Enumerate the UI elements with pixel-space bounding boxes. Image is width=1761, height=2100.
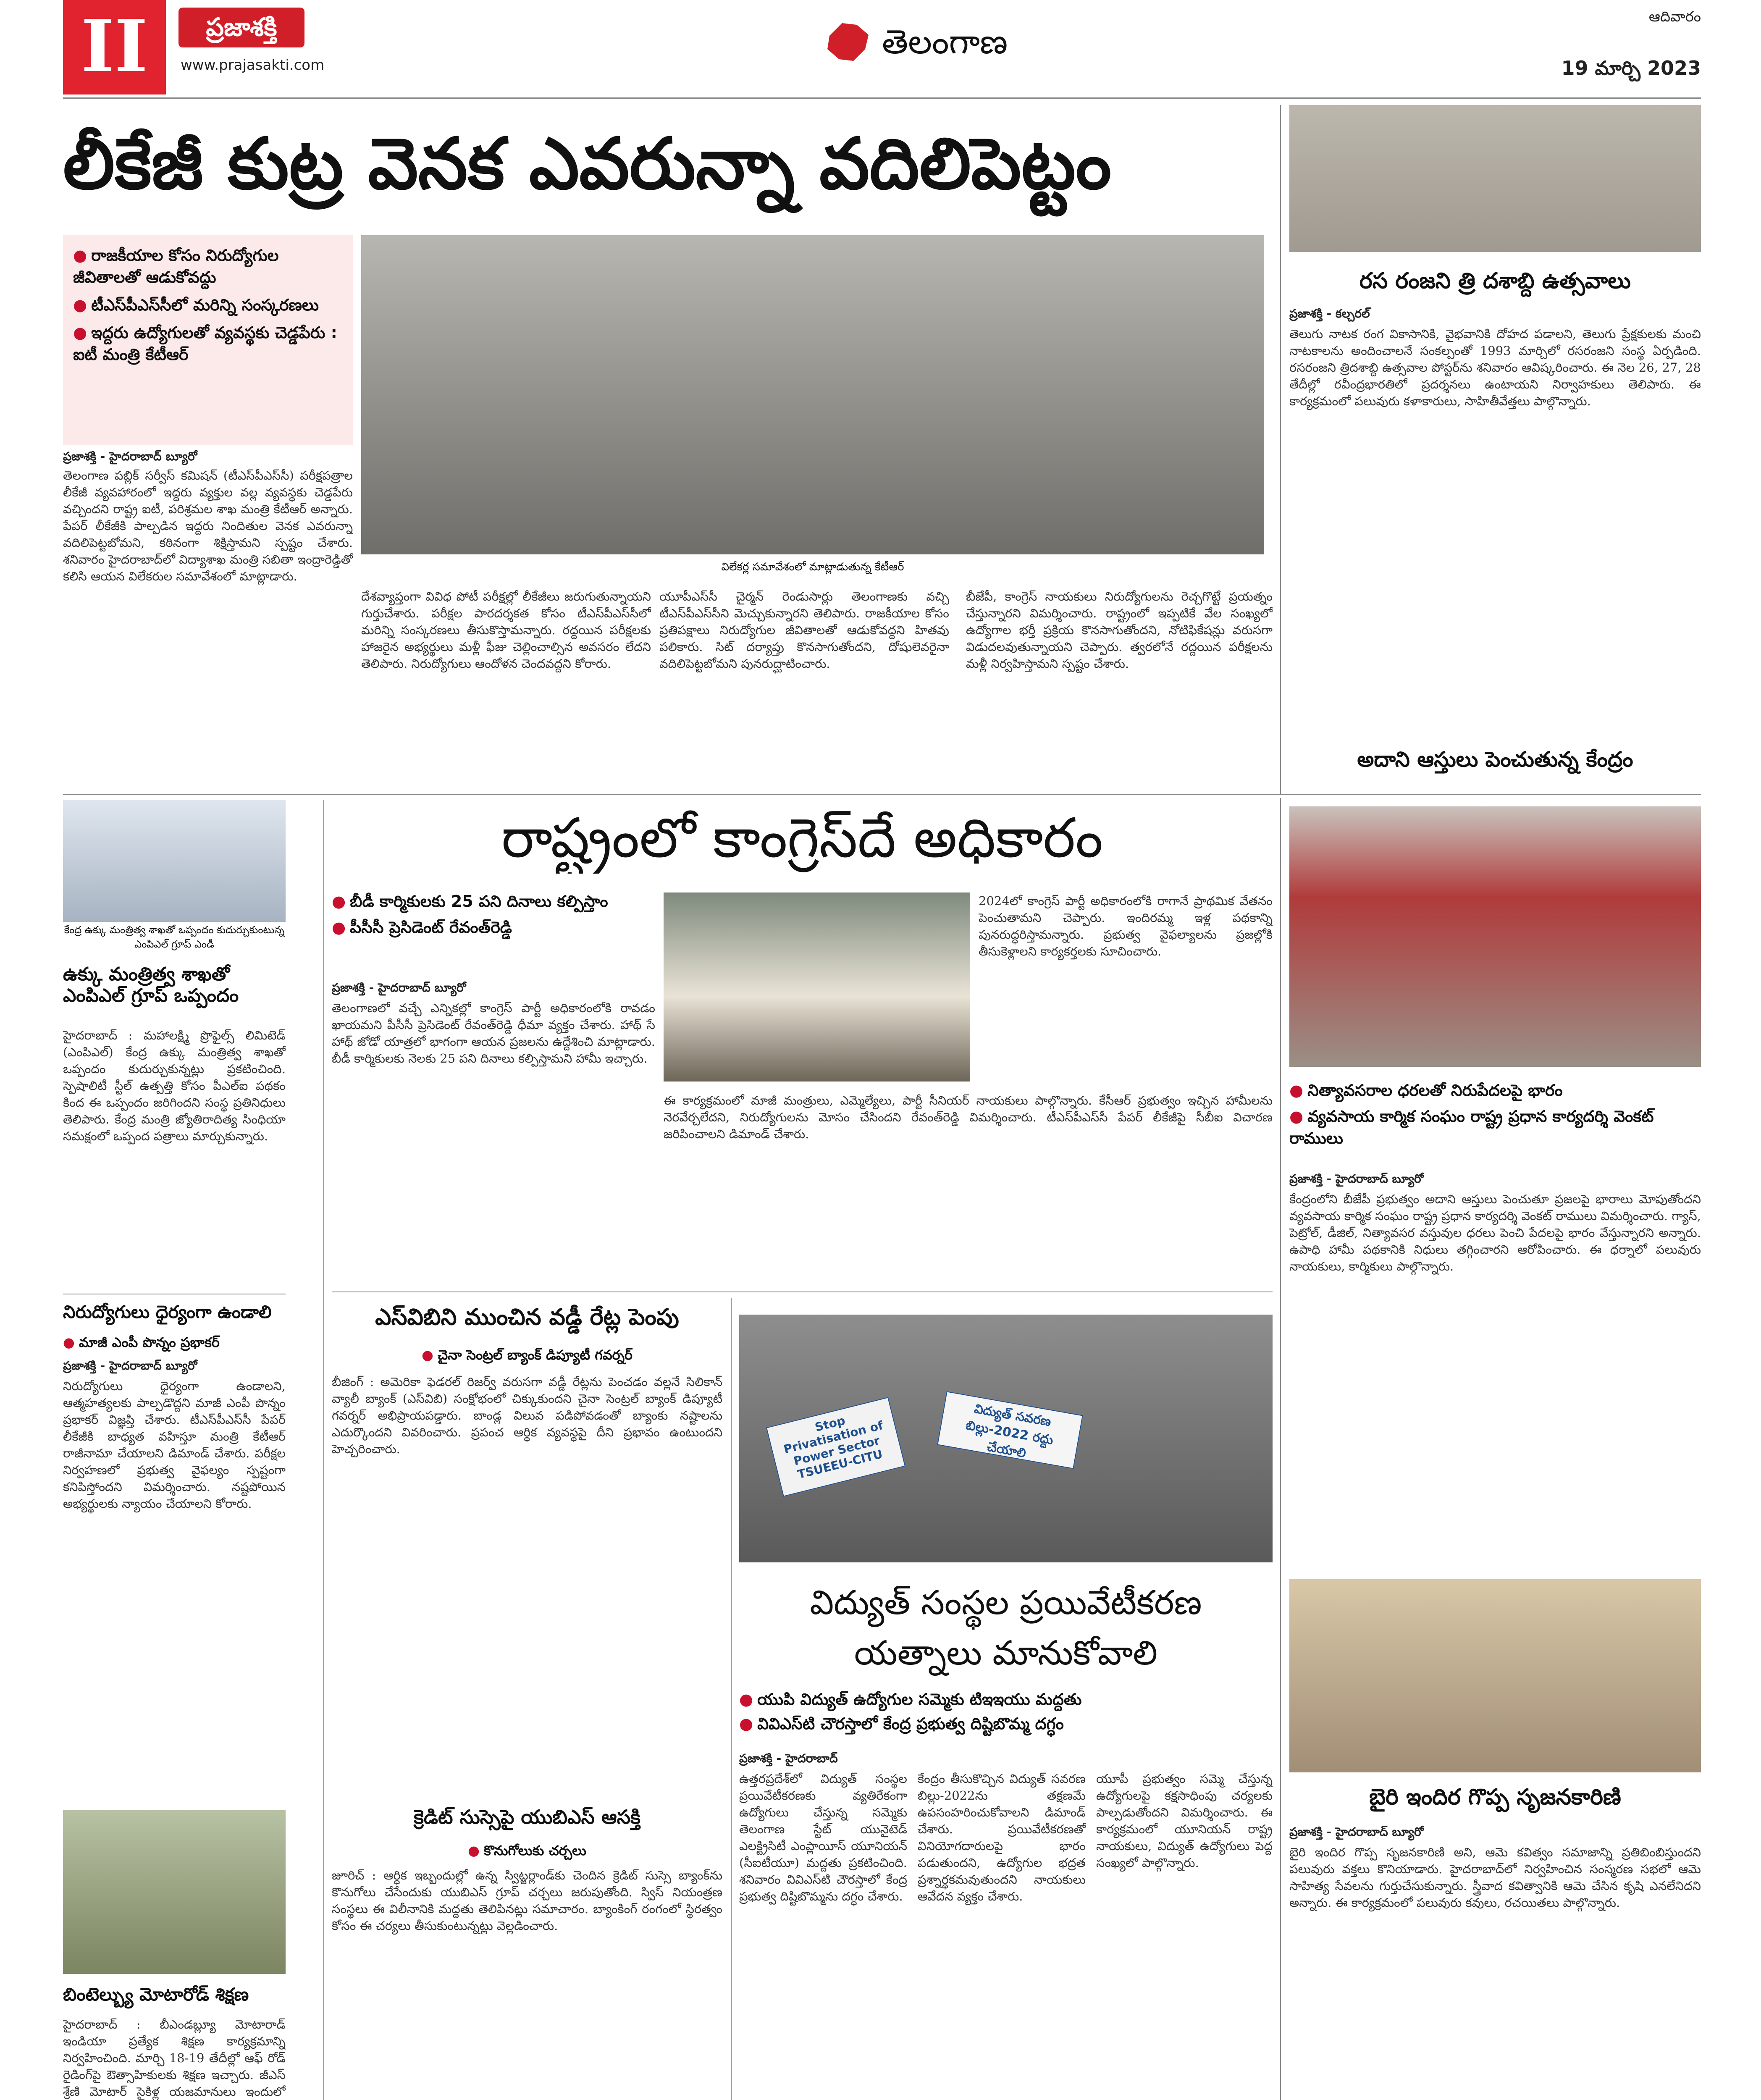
- column-divider: [1280, 105, 1281, 794]
- lead-highlights: [63, 235, 353, 445]
- lead-body-4: బీజేపీ, కాంగ్రెస్ నాయకులు నిరుద్యోగులను రెచ్చగొట్టే ప్రయత్నం చేస్తున్నారని విమర్శించారు. రాష్ట్రంలో ఇప్పటికే వేల సంఖ్యలో ఉద్యోగాల భర్తీ ప్రక్రియ కొనసాగుతోందని, నోటిఫికేషన్లు వరుసగా విడుదలవుతున్నాయని చెప్పారు. త్వరలోనే రద్దయిన పరీక్షలను మళ్లీ నిర్వహిస్తామని స్పష్టం చేశారు.: [966, 589, 1273, 671]
- steel-body: హైదరాబాద్ : మహాలక్ష్మి ప్రొఫైల్స్ లిమిటెడ్ (ఎంపిఎల్) కేంద్ర ఉక్కు మంత్రిత్వ శాఖతో ఒప్పందం కుదుర్చుకున్నట్లు ప్రకటించింది. స్పెషాలిటీ స్టీల్ ఉత్పత్తి కోసం పీఎల్ఐ పథకం కింద ఈ ఒప్పందం జరిగిందని సంస్థ ప్రతినిధులు తెలిపారు. కేంద్ర మంత్రి జ్యోతిరాదిత్య సింధియా సమక్షంలో ఒప్పంద పత్రాలు మార్చుకున్నారు.: [63, 1028, 286, 1143]
- svb-bullet: ● చైనా సెంట్రల్ బ్యాంక్ డిప్యూటీ గవర్నర్: [421, 1347, 633, 1363]
- page-numeral-box: [63, 0, 166, 94]
- congress-body-2: 2024లో కాంగ్రెస్ పార్టీ అధికారంలోకి రాగానే ప్రాథమిక వేతనం పెంచుతామని చెప్పారు. ఇందిరమ్మ ఇళ్ల పథకాన్ని పునరుద్ధరిస్తామన్నారు. ప్రభుత్వ వైఫల్యాలను ప్రజల్లోకి తీసుకెళ్లాలని కార్యకర్తలకు సూచించారు.: [979, 894, 1273, 958]
- bike-body: హైదరాబాద్ : బీఎండబ్ల్యూ మోటారాడ్ ఇండియా ప్రత్యేక శిక్షణ కార్యక్రమాన్ని నిర్వహించింది. మార్చి 18-19 తేదీల్లో ఆఫ్ రోడ్ రైడింగ్‌పై ఔత్సాహికులకు శిక్షణ ఇచ్చారు. జీఎస్ శ్రేణి మోటార్ సైకిళ్ల యజమానులు ఇందులో: [63, 2017, 286, 2099]
- weekday: ఆదివారం: [1648, 8, 1701, 25]
- adani-body: కేంద్రంలోని బీజేపీ ప్రభుత్వం అదాని ఆస్తులు పెంచుతూ ప్రజలపై భారాలు మోపుతోందని వ్యవసాయ కార్మిక సంఘం రాష్ట్ర ప్రధాన కార్యదర్శి వెంకట్ రాములు విమర్శించారు. గ్యాస్, పెట్రోల్, డీజిల్, నిత్యావసర వస్తువుల ధరలు పెంచి పేదలపై భారం వేస్తున్నారని అన్నారు. ఉపాధి హామీ పథకానికి నిధులు తగ్గించారని ఆరోపించారు. ఈ ధర్నాలో పలువురు నాయకులు, కార్మికులు పాల్గొన్నారు.: [1289, 1192, 1701, 1273]
- adani-byline: ప్రజాశక్తి - హైదరాబాద్ బ్యూరో: [1289, 1172, 1424, 1186]
- power-byline: ప్రజాశక్తి - హైదరాబాద్: [739, 1751, 838, 1765]
- ponnam-body: నిరుద్యోగులు ధైర్యంగా ఉండాలని, ఆత్మహత్యలకు పాల్పడొద్దని మాజీ ఎంపీ పొన్నం ప్రభాకర్ విజ్ఞప్తి చేశారు. టీఎస్‌పీఎస్‌సీ పేపర్ లీకేజీకి బాధ్యత వహిస్తూ మంత్రి కేటీఆర్ రాజీనామా చేయాలని డిమాండ్ చేశారు. పరీక్షల నిర్వహణలో ప్రభుత్వ వైఫల్యం స్పష్టంగా కనిపిస్తోందని విమర్శించారు. నష్టపోయిన అభ్యర్థులకు న్యాయం చేయాలని కోరారు.: [63, 1379, 286, 1511]
- adani-protest-photo: [1289, 806, 1701, 1067]
- congress-bullet-2: ● పీసీసీ ప్రెసిడెంట్ రేవంత్‌రెడ్డి: [332, 918, 512, 937]
- section-divider: [63, 794, 1701, 795]
- credit-headline: క్రెడిట్ సుస్సెపై యుబిఎస్ ఆసక్తి: [413, 1806, 640, 1828]
- lead-body-3: యూపీఎస్‌సీ చైర్మన్ రెండుసార్లు తెలంగాణకు వచ్చి టీఎస్‌పీఎస్‌సీని మెచ్చుకున్నారని తెలిపారు. రాజకీయాల కోసం ప్రతిపక్షాలు నిరుద్యోగుల జీవితాలతో ఆడుకోవద్దని హితవు పలికారు. సిట్ దర్యాప్తు కొనసాగుతోందని, దోషులెవరైనా వదిలిపెట్టబోమని పునరుద్ఘాటించారు.: [659, 589, 949, 671]
- lead-photo-caption: విలేకర్ల సమావేశంలో మాట్లాడుతున్న కేటీఆర్: [721, 561, 904, 573]
- section-title: తెలంగాణ: [882, 22, 1008, 61]
- congress-headline: రాష్ట్రంలో కాంగ్రెస్‌దే అధికారం: [501, 806, 1103, 870]
- credit-bullet: ● కొనుగోలుకు చర్చలు: [468, 1843, 586, 1858]
- lead-bullet-2: ● టీఎస్‌పీఎస్‌సీలో మరిన్ని సంస్కరణలు: [73, 296, 319, 314]
- brand-url: www.prajasakti.com: [181, 57, 325, 74]
- congress-body-1: తెలంగాణలో వచ్చే ఎన్నికల్లో కాంగ్రెస్ పార్టీ అధికారంలోకి రావడం ఖాయమని పీసీసీ ప్రెసిడెంట్ రేవంత్‌రెడ్డి ధీమా వ్యక్తం చేశారు. హాథ్ సే హాథ్ జోడో యాత్రలో భాగంగా ఆయన ప్రజలను ఉద్దేశించి మాట్లాడారు. బీడీ కార్మికులకు నెలకు 25 పని దినాలు కల్పిస్తామని హామీ ఇచ్చారు.: [332, 1001, 655, 1066]
- adani-bullet-1: ● నిత్యావసరాల ధరలతో నిరుపేదలపై భారం: [1289, 1081, 1563, 1100]
- lead-byline: ప్రజాశక్తి - హైదరాబాద్ బ్యూరో: [63, 449, 197, 463]
- congress-byline: ప్రజాశక్తి - హైదరాబాద్ బ్యూరో: [332, 981, 466, 995]
- bike-training-photo: [63, 1810, 286, 1974]
- bairi-byline: ప్రజాశక్తి - హైదరాబాద్ బ్యూరో: [1289, 1825, 1424, 1839]
- telangana-map-icon: [823, 19, 874, 65]
- bairi-indira-photo: [1289, 1579, 1701, 1772]
- page-numeral: II: [81, 4, 148, 88]
- steel-agreement-photo: [63, 800, 286, 922]
- placard-power-bill: విద్యుత్ సవరణ బిల్లు-2022 రద్దు చేయాలి: [937, 1391, 1083, 1469]
- placard-stop-privatisation: Stop Privatisation of Power Sector TSUEEU-CITU: [766, 1397, 905, 1497]
- congress-bullet-1: ● బీడీ కార్మికులకు 25 పని దినాలు కల్పిస్తాం: [332, 892, 608, 911]
- steel-photo-caption: కేంద్ర ఉక్కు మంత్రిత్వ శాఖతో ఒప్పందం కుదుర్చుకుంటున్న ఎంపిఎల్ గ్రూప్ ఎండీ: [64, 924, 285, 950]
- right-column-divider: [1280, 798, 1281, 2100]
- rasaranjani-byline: ప్రజాశక్తి - కల్చరల్: [1289, 307, 1370, 320]
- power-body-2: కేంద్రం తీసుకొచ్చిన విద్యుత్ సవరణ బిల్లు-2022ను తక్షణమే ఉపసంహరించుకోవాలని డిమాండ్ చేశారు. ప్రయివేటీకరణతో వినియోగదారులపై భారం పడుతుందని, ఉద్యోగుల భద్రత ప్రశ్నార్థకమవుతుందని నాయకులు ఆవేదన వ్యక్తం చేశారు.: [918, 1772, 1086, 1903]
- lead-bullet-1: ● రాజకీయాల కోసం నిరుద్యోగుల జీవితాలతో ఆడుకోవద్దు: [73, 246, 279, 286]
- power-body-3: యూపీ ప్రభుత్వం సమ్మె చేస్తున్న ఉద్యోగులపై కక్షసాధింపు చర్యలకు పాల్పడుతోందని విమర్శించారు. ఈ కార్యక్రమంలో యూనియన్ రాష్ట్ర నాయకులు, విద్యుత్ ఉద్యోగులు పెద్ద సంఖ్యలో పాల్గొన్నారు.: [1096, 1772, 1273, 1870]
- lead-headline: లీకేజీ కుట్ర వెనక ఎవరున్నా వదిలిపెట్టం: [63, 123, 1112, 205]
- ktr-press-meet-photo: [361, 235, 1264, 554]
- power-highlights: [739, 1688, 1273, 1743]
- power-headline-1: విద్యుత్ సంస్థల ప్రయివేటీకరణ: [810, 1583, 1202, 1622]
- left-column-divider: [323, 800, 324, 2100]
- congress-body-3: ఈ కార్యక్రమంలో మాజీ మంత్రులు, ఎమ్మెల్యేలు, పార్టీ సీనియర్ నాయకులు పాల్గొన్నారు. కేసీఆర్ ప్రభుత్వం ఇచ్చిన హామీలను నెరవేర్చలేదని, నిరుద్యోగులను మోసం చేసిందని రేవంత్‌రెడ్డి విమర్శించారు. టీఎస్‌పీఎస్‌సీ పేపర్ లీకేజీపై సీబీఐ విచారణ జరిపించాలని డిమాండ్ చేశారు.: [664, 1093, 1273, 1141]
- ponnam-byline: ప్రజాశక్తి - హైదరాబాద్ బ్యూరో: [63, 1359, 197, 1373]
- congress-highlights: [332, 890, 655, 974]
- adani-bullet-2: ● వ్యవసాయ కార్మిక సంఘం రాష్ట్ర ప్రధాన కార్యదర్శి వెంకట్ రాములు: [1289, 1107, 1654, 1147]
- power-bullet-1: ● యుపి విద్యుత్ ఉద్యోగుల సమ్మెకు టిఇఇయు మద్దతు: [739, 1690, 1082, 1709]
- bike-headline: బింటెల్బ్యు మోటారోడ్ శిక్షణ: [63, 1984, 249, 2005]
- brand-logo: ప్రజాశక్తి: [206, 13, 277, 42]
- lead-body-2: దేశవ్యాప్తంగా వివిధ పోటీ పరీక్షల్లో లీకేజీలు జరుగుతున్నాయని గుర్తుచేశారు. పరీక్షల పారదర్శకత కోసం టీఎస్‌పీఎస్‌సీలో మరిన్ని సంస్కరణలు తీసుకొస్తామన్నారు. రద్దయిన పరీక్షలకు హాజరైన అభ్యర్థులు మళ్లీ ఫీజు చెల్లించాల్సిన అవసరం లేదని తెలిపారు. నిరుద్యోగులు ఆందోళన చెందవద్దని కోరారు.: [361, 589, 651, 671]
- revanth-rally-photo: [664, 892, 970, 1082]
- date: 19 మార్చి 2023: [1561, 57, 1701, 79]
- bairi-body: బైరి ఇందిర గొప్ప సృజనకారిణి అని, ఆమె కవిత్వం సమాజాన్ని ప్రతిబింబిస్తుందని పలువురు వక్తలు కొనియాడారు. హైదరాబాద్‌లో నిర్వహించిన సంస్మరణ సభలో ఆమె సాహిత్య సేవలను గుర్తుచేసుకున్నారు. స్త్రీవాద కవిత్వానికి ఆమె చేసిన కృషి ఎనలేనిదని అన్నారు. ఈ కార్యక్రమంలో పలువురు కవులు, రచయితలు పాల్గొన్నారు.: [1289, 1845, 1701, 1910]
- svb-headline: ఎస్‌విబిని ముంచిన వడ్డీ రేట్ల పెంపు: [375, 1304, 679, 1330]
- svb-body: బీజింగ్ : అమెరికా ఫెడరల్ రిజర్వ్ వరుసగా వడ్డీ రేట్లను పెంచడం వల్లనే సిలికాన్ వ్యాలీ బ్యాంక్ (ఎస్‌విబి) సంక్షోభంలో చిక్కుకుందని చైనా సెంట్రల్ బ్యాంక్ డిప్యూటీ గవర్నర్ అభిప్రాయపడ్డారు. బాండ్ల విలువ పడిపోవడంతో బ్యాంకు నష్టాలను ఎదుర్కొందని వివరించారు. ప్రపంచ ఆర్థిక వ్యవస్థపై దీని ప్రభావం ఉంటుందని హెచ్చరించారు.: [332, 1375, 722, 1456]
- center-divider: [731, 1298, 732, 2100]
- power-bullet-2: ● వివిఎస్‌టి చౌరస్తాలో కేంద్ర ప్రభుత్వ దిష్టిబొమ్మ దగ్ధం: [739, 1714, 1064, 1733]
- rasaranjani-headline: రస రంజని త్రి దశాబ్ది ఉత్సవాలు: [1359, 269, 1631, 294]
- power-headline-2: యత్నాలు మానుకోవాలి: [854, 1634, 1158, 1672]
- power-body-1: ఉత్తరప్రదేశ్‌లో విద్యుత్ సంస్థల ప్రయివేటీకరణకు వ్యతిరేకంగా ఉద్యోగులు చేస్తున్న సమ్మెకు తెలంగాణ స్టేట్ యునైటెడ్ ఎలక్ట్రిసిటీ ఎంప్లాయీస్ యూనియన్ (సీఐటీయూ) మద్దతు ప్రకటించింది. శనివారం వివిఎస్‌టి చౌరస్తాలో కేంద్ర ప్రభుత్వ దిష్టిబొమ్మను దగ్ధం చేశారు.: [739, 1772, 907, 1903]
- lead-bullet-3: ● ఇద్దరు ఉద్యోగులతో వ్యవస్థకు చెడ్డపేరు : ఐటీ మంత్రి కేటీఆర్: [73, 323, 337, 364]
- adani-headline: అదాని ఆస్తులు పెంచుతున్న కేంద్రం: [1357, 748, 1633, 772]
- adani-highlights: [1289, 1079, 1701, 1155]
- rasaranjani-body: తెలుగు నాటక రంగ వికాసానికి, వైభవానికి దోహద పడాలని, తెలుగు ప్రేక్షకులకు మంచి నాటకాలను అందించాలనే సంకల్పంతో 1993 మార్చిలో రసరంజని సంస్థ ఏర్పడింది. రసరంజని త్రిదశాబ్ది ఉత్సవాల పోస్టర్‌ను శనివారం ఆవిష్కరించారు. ఈ నెల 26, 27, 28 తేదీల్లో రవీంద్రభారతిలో ప్రదర్శనలు ఉంటాయని నిర్వాహకులు తెలిపారు. ఈ కార్యక్రమంలో పలువురు కళాకారులు, సాహితీవేత్తలు పాల్గొన్నారు.: [1289, 327, 1701, 408]
- steel-headline: ఉక్కు మంత్రిత్వ శాఖతో ఎంపిఎల్ గ్రూప్ ఒప్పందం: [63, 964, 239, 1006]
- ponnam-bullet: ● మాజీ ఎంపీ పొన్నం ప్రభాకర్: [63, 1334, 220, 1350]
- brand-logo-box: [178, 8, 304, 47]
- credit-body: జూరిచ్ : ఆర్థిక ఇబ్బందుల్లో ఉన్న స్విట్జర్లాండ్‌కు చెందిన క్రెడిట్ సుస్సె బ్యాంక్‌ను కొనుగోలు చేసేందుకు యుబిఎస్ గ్రూప్ చర్చలు జరుపుతోంది. స్విస్ నియంత్రణ సంస్థలు ఈ విలీనానికి మద్దతు తెలిపినట్లు సమాచారం. బ్యాంకింగ్ రంగంలో స్థిరత్వం కోసం ఈ చర్యలు తీసుకుంటున్నట్లు వెల్లడించారు.: [332, 1868, 722, 1933]
- rasaranjani-photo: [1289, 105, 1701, 252]
- bairi-headline: బైరి ఇందిర గొప్ప సృజనకారిణి: [1369, 1785, 1621, 1810]
- lead-body-1: తెలంగాణ పబ్లిక్ సర్వీస్ కమిషన్ (టీఎస్‌పీఎస్‌సీ) పరీక్షపత్రాల లీకేజీ వ్యవహారంలో ఇద్దరు వ్యక్తుల వల్ల వ్యవస్థకు చెడ్డపేరు వచ్చిందని రాష్ట్ర ఐటీ, పరిశ్రమల శాఖ మంత్రి కేటీఆర్ అన్నారు. పేపర్ లీకేజీకి పాల్పడిన ఇద్దరు నిందితుల వెనక ఎవరున్నా వదిలిపెట్టబోమని, కఠినంగా శిక్షిస్తామని స్పష్టం చేశారు. శనివారం హైదరాబాద్‌లో విద్యాశాఖ మంత్రి సబితా ఇంద్రారెడ్డితో కలిసి ఆయన విలేకరుల సమావేశంలో మాట్లాడారు.: [63, 468, 353, 583]
- masthead-divider: [63, 97, 1701, 99]
- masthead: [0, 0, 1761, 94]
- ponnam-headline: నిరుద్యోగులు ధైర్యంగా ఉండాలి: [63, 1302, 272, 1322]
